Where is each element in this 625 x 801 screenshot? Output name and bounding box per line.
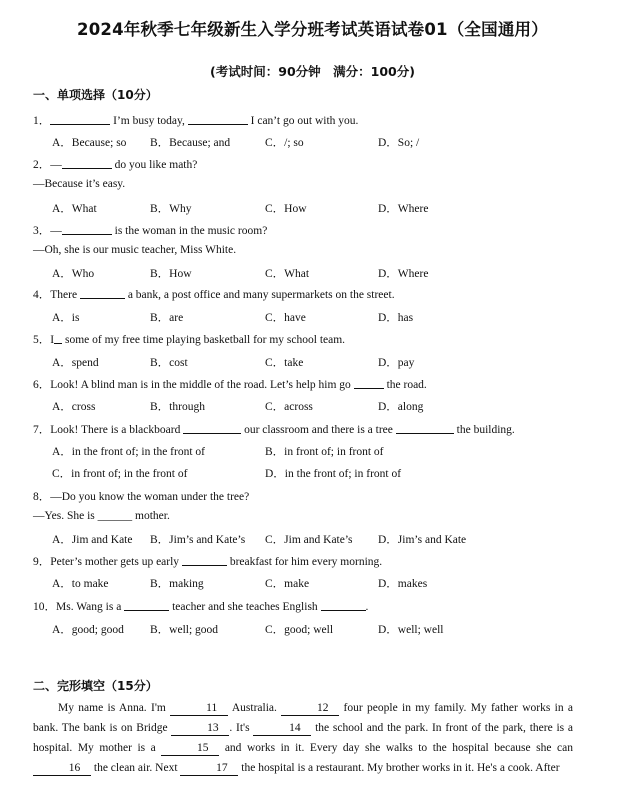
option-d[interactable]: D．makes bbox=[378, 578, 428, 590]
answer-blank[interactable] bbox=[62, 223, 112, 235]
option-c[interactable]: C．across bbox=[265, 401, 313, 413]
stem-text: 6．Look! A blind man is in the middle of the road. Let’s help him go bbox=[33, 379, 354, 391]
option-c[interactable]: C．good; well bbox=[265, 624, 334, 636]
cloze-text: and works in it. Every day she walks to the hospital because she can bbox=[219, 742, 573, 754]
cloze-blank[interactable]: 16 bbox=[33, 762, 91, 776]
section-2-heading: 二、完形填空（15分） bbox=[33, 679, 158, 693]
question-3 bbox=[33, 222, 267, 238]
option-b[interactable]: B．Jim’s and Kate’s bbox=[150, 534, 246, 546]
option-a[interactable]: A．is bbox=[52, 312, 80, 324]
stem-text: 10．Ms. Wang is a bbox=[33, 601, 125, 613]
option-a[interactable]: A．good; good bbox=[52, 624, 124, 636]
stem-text: breakfast for him every morning. bbox=[226, 556, 383, 568]
option-d[interactable]: D．has bbox=[378, 312, 414, 324]
option-a[interactable]: A．Because; so bbox=[52, 137, 127, 149]
answer-blank[interactable] bbox=[80, 287, 125, 299]
stem-text: is the woman in the music room? bbox=[111, 225, 268, 237]
cloze-blank[interactable]: 15 bbox=[161, 742, 219, 756]
cloze-blank[interactable]: 14 bbox=[253, 722, 311, 736]
option-a[interactable]: A．Jim and Kate bbox=[52, 534, 133, 546]
question-6 bbox=[33, 376, 427, 392]
question-10 bbox=[33, 598, 368, 614]
cloze-blank[interactable]: 13 bbox=[171, 722, 229, 736]
option-c[interactable]: C．How bbox=[265, 203, 307, 215]
exam-info: (考试时间：90分钟 满分：100分) bbox=[210, 64, 415, 79]
option-d[interactable]: D．well; well bbox=[378, 624, 444, 636]
option-a[interactable]: A．to make bbox=[52, 578, 109, 590]
stem-text: 1． bbox=[33, 115, 51, 127]
stem-text: . bbox=[365, 601, 369, 613]
option-a[interactable]: A．in the front of; in the front of bbox=[52, 446, 205, 458]
answer-blank[interactable] bbox=[124, 599, 169, 611]
question-5 bbox=[33, 331, 345, 347]
stem-text: 2．— bbox=[33, 159, 62, 171]
question-1 bbox=[33, 112, 358, 128]
question-4 bbox=[33, 286, 395, 302]
question-9 bbox=[33, 553, 382, 569]
option-c[interactable]: C．in front of; in the front of bbox=[52, 468, 188, 480]
option-d[interactable]: D．along bbox=[378, 401, 424, 413]
answer-blank[interactable] bbox=[54, 332, 62, 344]
cloze-text: the clean air. Next bbox=[91, 762, 181, 774]
answer-blank[interactable] bbox=[183, 422, 241, 434]
option-d[interactable]: D．Where bbox=[378, 268, 429, 280]
option-d[interactable]: D．Jim’s and Kate bbox=[378, 534, 467, 546]
option-c[interactable]: C．Jim and Kate’s bbox=[265, 534, 353, 546]
stem-text: the road. bbox=[383, 379, 427, 391]
option-a[interactable]: A．Who bbox=[52, 268, 95, 280]
stem-text: 8．—Do you know the woman under the tree? bbox=[33, 491, 250, 503]
cloze-text: the hospital is a restaurant. My brother works in it. He's a cook. After bbox=[238, 762, 560, 774]
stem-text: do you like math? bbox=[111, 159, 198, 171]
cloze-text: . It's bbox=[229, 722, 254, 734]
option-a[interactable]: A．What bbox=[52, 203, 97, 215]
question-reply: —Oh, she is our music teacher, Miss White. bbox=[33, 244, 237, 256]
stem-text: 3．— bbox=[33, 225, 62, 237]
stem-text: 9．Peter’s mother gets up early bbox=[33, 556, 182, 568]
question-2 bbox=[33, 156, 197, 172]
option-b[interactable]: B．Because; and bbox=[150, 137, 231, 149]
option-b[interactable]: B．are bbox=[150, 312, 184, 324]
option-d[interactable]: D．pay bbox=[378, 357, 415, 369]
option-b[interactable]: B．Why bbox=[150, 203, 192, 215]
option-c[interactable]: C．/; so bbox=[265, 137, 304, 149]
option-b[interactable]: B．in front of; in front of bbox=[265, 446, 384, 458]
stem-text: our classroom and there is a tree bbox=[241, 424, 396, 436]
cloze-passage bbox=[33, 698, 573, 778]
answer-blank[interactable] bbox=[50, 113, 110, 125]
stem-text: teacher and she teaches English bbox=[169, 601, 321, 613]
stem-text: 4．There bbox=[33, 289, 80, 301]
option-d[interactable]: D．Where bbox=[378, 203, 429, 215]
question-reply: —Because it’s easy. bbox=[33, 178, 126, 190]
cloze-text: Australia. bbox=[228, 702, 282, 714]
cloze-blank[interactable]: 11 bbox=[170, 702, 228, 716]
section-1-heading: 一、单项选择（10分） bbox=[33, 88, 158, 102]
answer-blank[interactable] bbox=[182, 554, 227, 566]
stem-text: 7．Look! There is a blackboard bbox=[33, 424, 184, 436]
option-d[interactable]: D．in the front of; in front of bbox=[265, 468, 402, 480]
answer-blank[interactable] bbox=[396, 422, 454, 434]
option-c[interactable]: C．have bbox=[265, 312, 306, 324]
answer-blank[interactable] bbox=[321, 599, 366, 611]
option-c[interactable]: C．make bbox=[265, 578, 310, 590]
option-b[interactable]: B．through bbox=[150, 401, 205, 413]
question-reply: —Yes. She is ______ mother. bbox=[33, 510, 170, 522]
option-b[interactable]: B．cost bbox=[150, 357, 188, 369]
cloze-blank[interactable]: 17 bbox=[180, 762, 238, 776]
stem-text: I’m busy today, bbox=[110, 115, 188, 127]
stem-text: 5．I bbox=[33, 334, 55, 346]
option-b[interactable]: B．well; good bbox=[150, 624, 219, 636]
stem-text: some of my free time playing basketball for my school team. bbox=[62, 334, 346, 346]
option-a[interactable]: A．spend bbox=[52, 357, 99, 369]
question-7 bbox=[33, 421, 515, 437]
cloze-text: four people in my family. My father works in a bank. The bank is on Bridge bbox=[33, 702, 573, 734]
stem-text: the building. bbox=[453, 424, 515, 436]
option-d[interactable]: D．So; / bbox=[378, 137, 420, 149]
stem-text: I can’t go out with you. bbox=[247, 115, 359, 127]
cloze-text: the school and the park. In front of the park, there is a hospital. My mother is a bbox=[33, 722, 573, 754]
page-title: 2024年秋季七年级新生入学分班考试英语试卷01（全国通用） bbox=[77, 20, 548, 39]
answer-blank[interactable] bbox=[354, 377, 384, 389]
option-b[interactable]: B．How bbox=[150, 268, 192, 280]
option-b[interactable]: B．making bbox=[150, 578, 204, 590]
stem-text: a bank, a post office and many supermarkets on the street. bbox=[124, 289, 395, 301]
question-8 bbox=[33, 488, 249, 504]
answer-blank[interactable] bbox=[188, 113, 248, 125]
answer-blank[interactable] bbox=[62, 157, 112, 169]
option-c[interactable]: C．What bbox=[265, 268, 310, 280]
cloze-blank[interactable]: 12 bbox=[281, 702, 339, 716]
option-a[interactable]: A．cross bbox=[52, 401, 96, 413]
cloze-text: My name is Anna. I'm bbox=[58, 702, 171, 714]
option-c[interactable]: C．take bbox=[265, 357, 304, 369]
